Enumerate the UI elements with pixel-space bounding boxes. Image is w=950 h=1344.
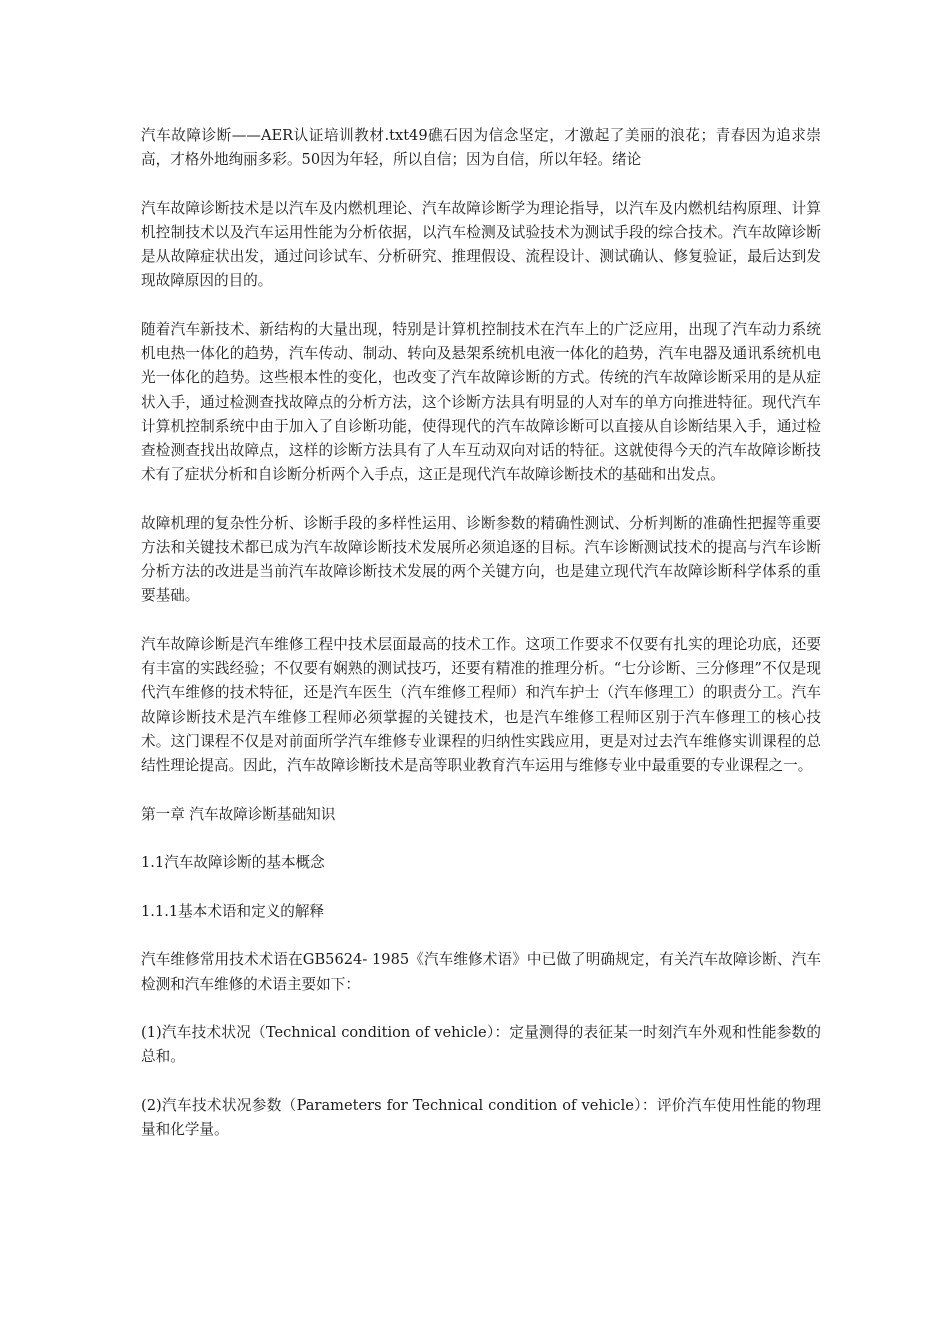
document-page: [141, 124, 821, 1167]
methods-paragraph: 故障机理的复杂性分析、诊断手段的多样性运用、诊断参数的精确性测试、分析判断的准确性把握等重要方法和关键技术都已成为汽车故障诊断技术发展所必须追逐的目标。汽车诊断测试技术的提高与汽车诊断分析方法的改进是当前汽车故障诊断技术发展的两个关键方向，也是建立现代汽车故障诊断科学体系的重要基础。: [141, 514, 821, 605]
subsection-heading: 1.1.1基本术语和定义的解释: [141, 902, 325, 920]
definition-paragraph: 汽车故障诊断技术是以汽车及内燃机理论、汽车故障诊断学为理论指导，以汽车及内燃机结构原理、计算机控制技术以及汽车运用性能为分析依据，以汽车检测及试验技术为测试手段的综合技术。汽车故障诊断是从故障症状出发，通过问诊试车、分析研究、推理假设、流程设计、测试确认、修复验证，最后达到发现故障原因的目的。: [141, 199, 821, 290]
importance-paragraph: 汽车故障诊断是汽车维修工程中技术层面最高的技术工作。这项工作要求不仅要有扎实的理论功底，还要有丰富的实践经验；不仅要有娴熟的测试技巧，还要有精准的推理分析。“七分诊断、三分修理”不仅是现代汽车维修的技术特征，还是汽车医生（汽车维修工程师）和汽车护士（汽车修理工）的职责分工。汽车故障诊断技术是汽车维修工程师必须掌握的关键技术，也是汽车维修工程师区别于汽车修理工的核心技术。这门课程不仅是对前面所学汽车维修专业课程的归纳性实践应用，更是对过去汽车维修实训课程的总结性理论提高。因此，汽车故障诊断技术是高等职业教育汽车运用与维修专业中最重要的专业课程之一。: [141, 636, 821, 775]
term-item-2: (2)汽车技术状况参数（Parameters for Technical condition of vehicle）：评价汽车使用性能的物理量和化学量。: [141, 1097, 821, 1139]
section-heading: 1.1汽车故障诊断的基本概念: [141, 854, 325, 872]
trends-paragraph: 随着汽车新技术、新结构的大量出现，特别是计算机控制技术在汽车上的广泛应用，出现了汽车动力系统机电热一体化的趋势，汽车传动、制动、转向及悬架系统机电液一体化的趋势，汽车电器及通讯系统机电光一体化的趋势。这些根本性的变化，也改变了汽车故障诊断的方式。传统的汽车故障诊断采用的是从症状入手，通过检测查找故障点的分析方法，这个诊断方法具有明显的人对车的单方向推进特征。现代汽车计算机控制系统中由于加入了自诊断功能，使得现代的汽车故障诊断可以直接从自诊断结果入手，通过检查检测查找出故障点，这样的诊断方法具有了人车互动双向对话的特征。这就使得今天的汽车故障诊断技术有了症状分析和自诊断分析两个入手点，这正是现代汽车故障诊断技术的基础和出发点。: [141, 321, 821, 484]
terms-intro-paragraph: 汽车维修常用技术术语在GB5624- 1985《汽车维修术语》中已做了明确规定，有关汽车故障诊断、汽车检测和汽车维修的术语主要如下：: [141, 951, 821, 993]
chapter-heading: 第一章 汽车故障诊断基础知识: [141, 805, 336, 823]
intro-paragraph: 汽车故障诊断——AER认证培训教材.txt49礁石因为信念坚定，才激起了美丽的浪花；青春因为追求崇高，才格外地绚丽多彩。50因为年轻，所以自信；因为自信，所以年轻。绪论: [141, 127, 821, 169]
term-item-1: (1)汽车技术状况（Technical condition of vehicle）：定量测得的表征某一时刻汽车外观和性能参数的总和。: [141, 1024, 821, 1066]
